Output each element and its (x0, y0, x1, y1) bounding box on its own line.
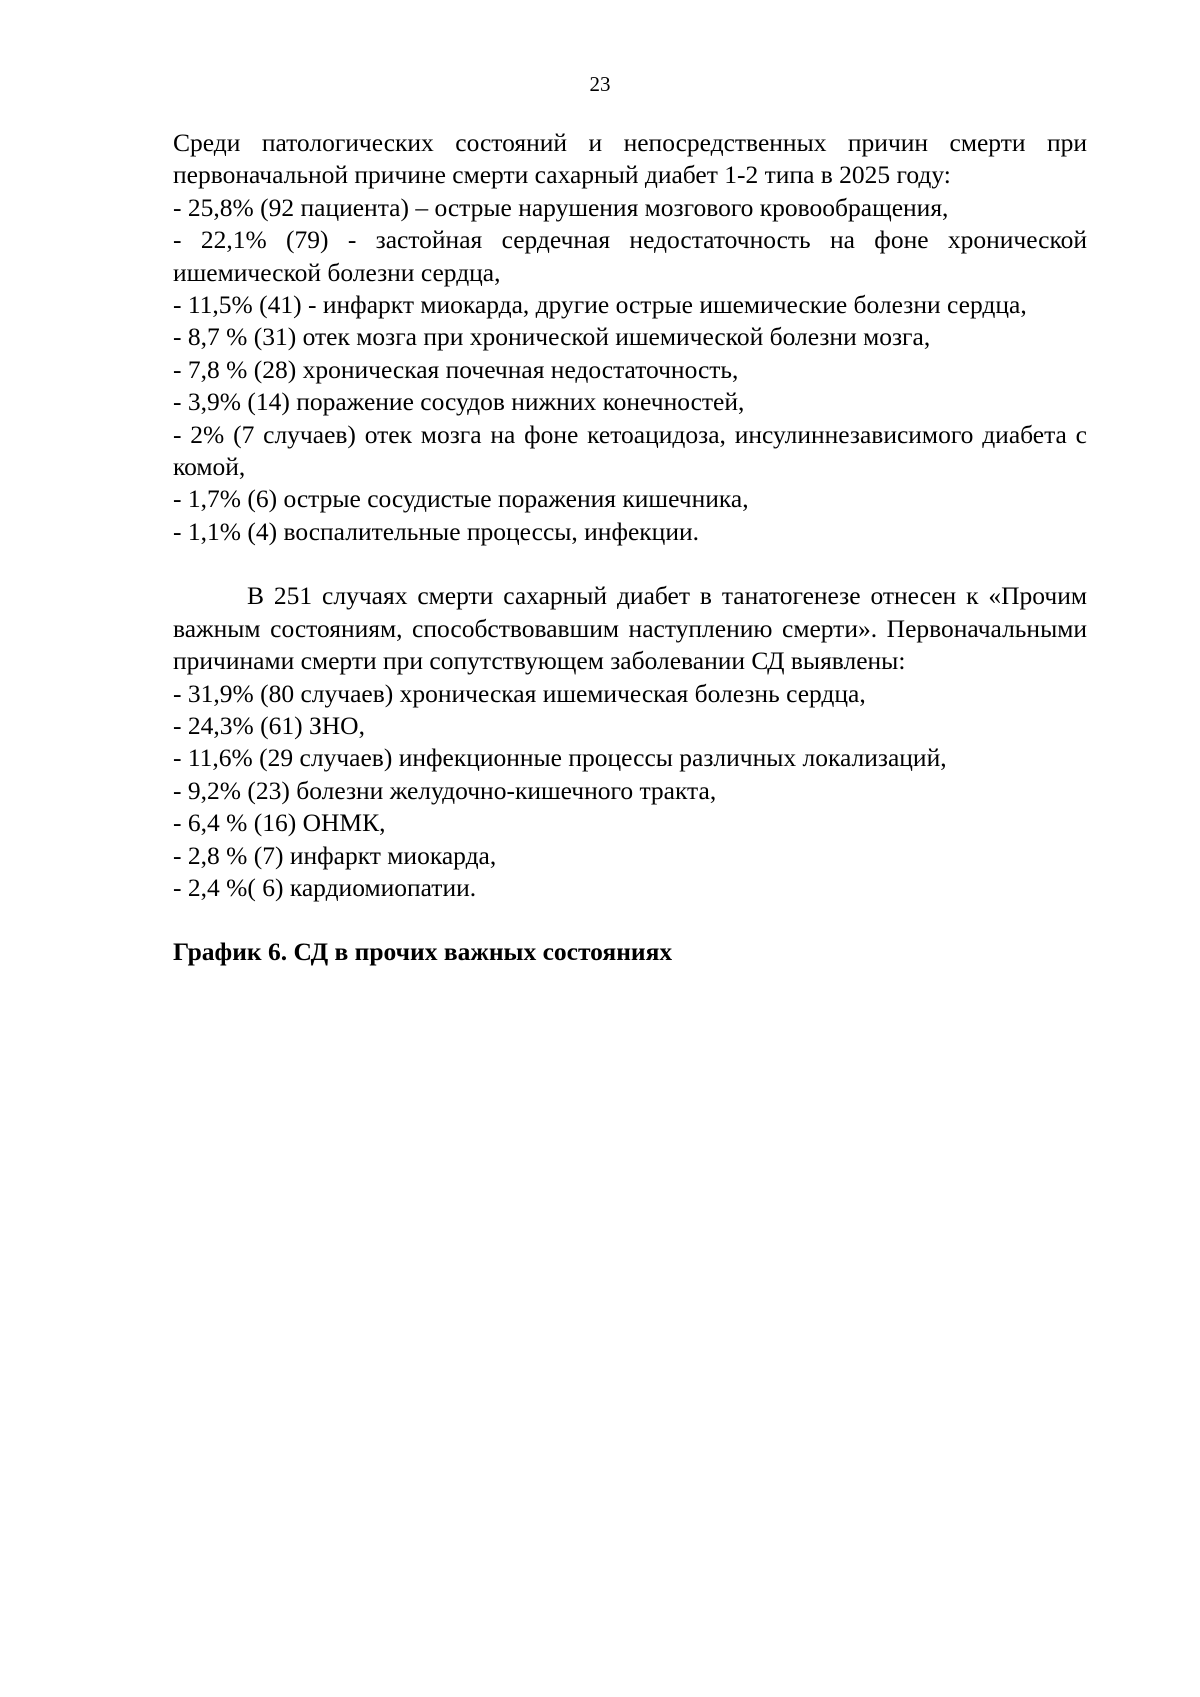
page-number: 23 (589, 72, 611, 96)
section1-intro: Среди патологических состояний и непосредственных причин смерти при первоначальной причине смерти сахарный диабет 1-2 типа в 2025 году: (173, 128, 1087, 190)
list-item: - 6,4 % (16) ОНМК, (173, 808, 386, 838)
document-body (173, 127, 1087, 969)
list-item: - 7,8 % (28) хроническая почечная недостаточность, (173, 354, 739, 384)
list-item: - 9,2% (23) болезни желудочно-кишечного тракта, (173, 775, 717, 805)
list-item: - 2% (7 случаев) отек мозга на фоне кетоацидоза, инсулиннезависимого диабета с комой, (173, 419, 1087, 482)
list-item: - 24,3% (61) ЗНО, (173, 710, 365, 740)
list-item: - 31,9% (80 случаев) хроническая ишемическая болезнь сердца, (173, 678, 866, 708)
list-item: - 22,1% (79) - застойная сердечная недостаточность на фоне хронической ишемической болезни сердца, (173, 225, 1087, 287)
paragraph-gap (173, 548, 1087, 580)
list-item: - 11,6% (29 случаев) инфекционные процессы различных локализаций, (173, 743, 947, 773)
list-item: - 8,7 % (31) отек мозга при хронической ишемической болезни мозга, (173, 322, 931, 352)
list-item: - 25,8% (92 пациента) – острые нарушения мозгового кровообращения, (173, 192, 949, 222)
list-item: - 2,8 % (7) инфаркт миокарда, (173, 840, 497, 870)
list-item: - 2,4 %( 6) кардиомиопатии. (173, 872, 477, 902)
section2-intro: В 251 случаях смерти сахарный диабет в танатогенезе отнесен к «Прочим важным состояниям, способствовавшим наступлению смерти». Первоначальными причинами смерти при сопутствующем заболевании СД выявлены: (173, 581, 1087, 676)
list-item: - 1,7% (6) острые сосудистые поражения кишечника, (173, 484, 749, 514)
figure-caption: График 6. СД в прочих важных состояниях (173, 937, 673, 967)
list-item: - 11,5% (41) - инфаркт миокарда, другие острые ишемические болезни сердца, (173, 290, 1027, 320)
list-item: - 1,1% (4) воспалительные процессы, инфекции. (173, 516, 699, 546)
list-item: - 3,9% (14) поражение сосудов нижних конечностей, (173, 387, 745, 417)
